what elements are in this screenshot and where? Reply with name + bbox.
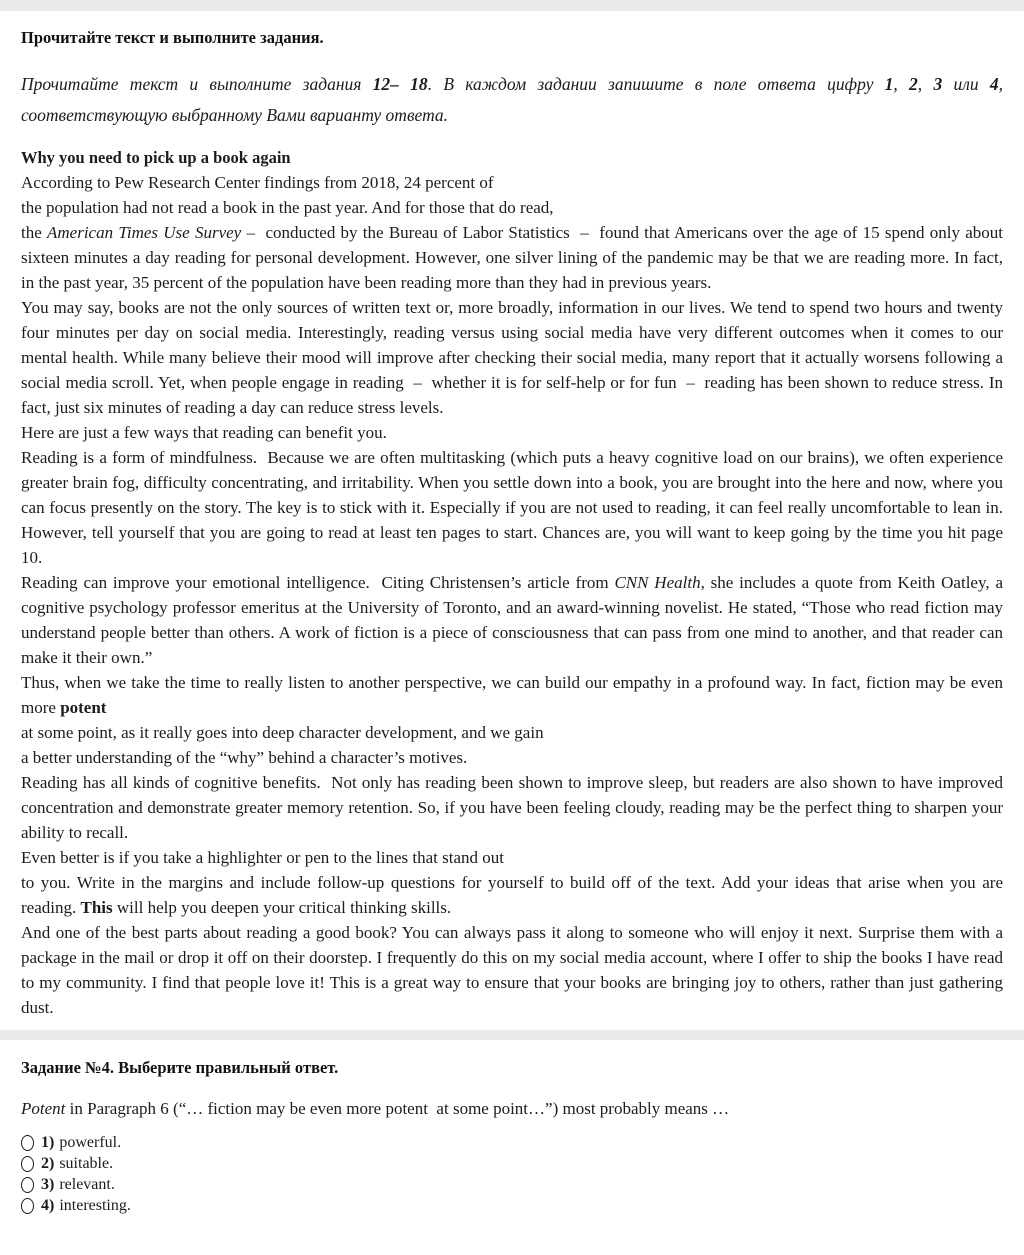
option-number: 2) bbox=[41, 1154, 55, 1172]
option-number: 4) bbox=[41, 1196, 55, 1214]
option-number: 3) bbox=[41, 1175, 55, 1193]
radio-button-option-1[interactable] bbox=[21, 1135, 34, 1151]
task-section bbox=[0, 1040, 1024, 1216]
radio-button-option-3[interactable] bbox=[21, 1177, 34, 1193]
option-row-1[interactable] bbox=[21, 1132, 1003, 1153]
option-number: 1) bbox=[41, 1133, 55, 1151]
task-heading: Задание №4. Выберите правильный ответ. bbox=[21, 1058, 339, 1077]
radio-button-option-4[interactable] bbox=[21, 1198, 34, 1214]
instruction-text: Прочитайте текст и выполните задания 12– 18. В каждом задании запишите в поле ответа цифру 1, 2, 3 или 4, соответствующую выбранному Вами варианту ответа. bbox=[21, 74, 1003, 125]
option-label: relevant. bbox=[59, 1175, 115, 1193]
top-divider-bar bbox=[0, 0, 1024, 11]
options-list bbox=[21, 1132, 1003, 1216]
radio-button-option-2[interactable] bbox=[21, 1156, 34, 1172]
task-question: Potent in Paragraph 6 (“… fiction may be even more potent at some point…”) most probably means … bbox=[21, 1099, 730, 1118]
article-body: According to Pew Research Center findings from 2018, 24 percent of the population had not read a book in the past year. And for those that do read, the American Times Use Survey – conducted by the Bureau of Labor Statistics – found that Americans over the age of 15 spend only about sixteen minutes a day reading for personal development. However, one silver lining of the pandemic may be that we are reading more. In fact, in the past year, 35 percent of the population have been reading more than they had in previous years. You may say, books are not the only sources of written text or, more broadly, information in our lives. We tend to spend two hours and twenty four minutes per day on social media. Interestingly, reading versus using social media have very different outcomes when it comes to our mental health. While many believe their mood will improve after checking their social media, many report that it actually worsens following a social media scroll. Yet, when people engage in reading – whether it is for self-help or for fun – reading has been shown to reduce stress. In fact, just six minutes of reading a day can reduce stress levels. Here are just a few ways that reading can benefit you. Reading is a form of mindfulness. Because we are often multitasking (which puts a heavy cognitive load on our brains), we often experience greater brain fog, difficulty concentrating, and irritability. When you settle down into a book, you are brought into the here and now, where you can focus presently on the story. The key is to stick with it. Especially if you are not used to reading, it can feel really uncomfortable to lean in. However, tell yourself that you are going to read at least ten pages to start. Chances are, you will want to keep going by the time you hit page 10. Reading can improve your emotional intelligence. Citing Christensen’s article from CNN Health, she includes a quote from Keith Oatley, a cognitive psychology professor emeritus at the University of Toronto, and an award-winning novelist. He stated, “Those who read fiction may understand people better than others. A work of fiction is a piece of consciousness that can pass from one mind to another, and that reader can make it their own.” Thus, when we take the time to really listen to another perspective, we can build our empathy in a profound way. In fact, fiction may be even more potent at some point, as it really goes into deep character development, and we gain a better understanding of the “why” behind a character’s motives. Reading has all kinds of cognitive benefits. Not only has reading been shown to improve sleep, but readers are also shown to have improved concentration and demonstrate greater memory retention. So, if you have been feeling cloudy, reading may be the perfect thing to sharpen your ability to recall. Even better is if you take a highlighter or pen to the lines that stand out to you. Write in the margins and include follow-up questions for yourself to build off of the text. Add your ideas that arise when you are reading. This will help you deepen your critical thinking skills. And one of the best parts about reading a good book? You can always pass it along to someone who will enjoy it next. Surprise them with a package in the mail or drop it off on their doorstep. I frequently do this on my social media account, where I offer to ship the books I have read to my community. I find that people love it! This is a great way to ensure that your books are bringing joy to others, rather than just gathering dust. bbox=[21, 173, 1003, 1017]
option-label: powerful. bbox=[59, 1133, 122, 1151]
option-row-2[interactable] bbox=[21, 1153, 1003, 1174]
article-title: Why you need to pick up a book again bbox=[21, 148, 291, 167]
option-row-4[interactable] bbox=[21, 1195, 1003, 1216]
reading-section bbox=[0, 28, 1024, 1020]
option-row-3[interactable] bbox=[21, 1174, 1003, 1195]
instruction-heading: Прочитайте текст и выполните задания. bbox=[21, 28, 324, 47]
article bbox=[21, 145, 1003, 1020]
section-divider-bar bbox=[0, 1030, 1024, 1040]
option-label: suitable. bbox=[59, 1154, 114, 1172]
option-label: interesting. bbox=[59, 1196, 131, 1214]
